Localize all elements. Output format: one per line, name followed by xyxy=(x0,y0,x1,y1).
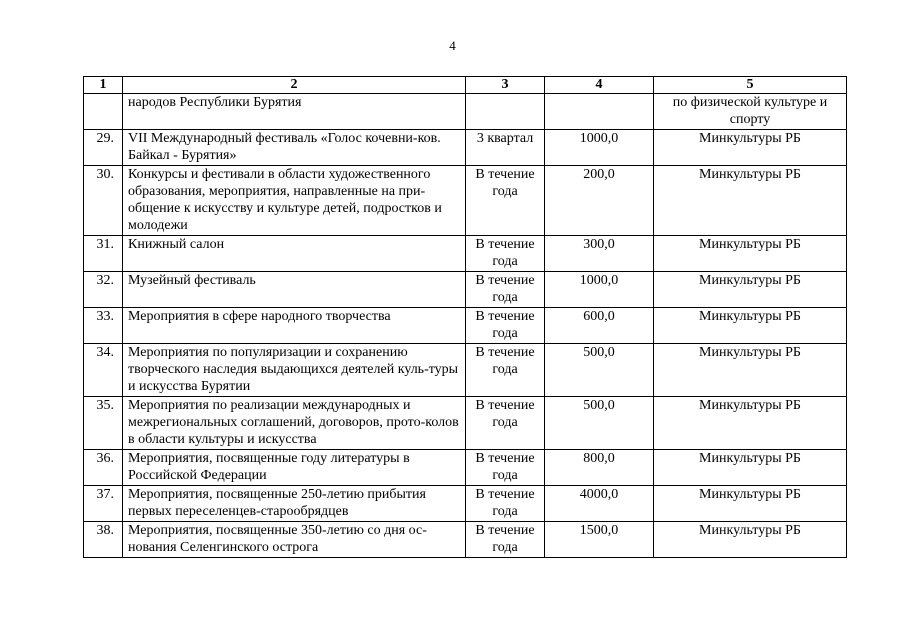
event-name: Мероприятия в сфере народного творчества xyxy=(123,308,466,344)
event-amount: 200,0 xyxy=(545,166,654,236)
event-executor: Минкультуры РБ xyxy=(654,397,847,450)
event-executor: Минкультуры РБ xyxy=(654,344,847,397)
event-name: Мероприятия по реализации международных и межрегиональных соглашений, договоров, прото-колов в области культуры и искусства xyxy=(123,397,466,450)
row-number: 31. xyxy=(84,236,123,272)
row-number: 29. xyxy=(84,130,123,166)
event-term: В течение года xyxy=(466,486,545,522)
row-number: 38. xyxy=(84,522,123,558)
table-row xyxy=(84,344,847,397)
event-term: В течение года xyxy=(466,272,545,308)
event-executor: Минкультуры РБ xyxy=(654,308,847,344)
table-row xyxy=(84,308,847,344)
event-amount: 1000,0 xyxy=(545,272,654,308)
event-executor: Минкультуры РБ xyxy=(654,272,847,308)
event-term: В течение года xyxy=(466,522,545,558)
event-name: Книжный салон xyxy=(123,236,466,272)
event-name: VII Международный фестиваль «Голос кочевни-ков. Байкал - Бурятия» xyxy=(123,130,466,166)
event-executor: Минкультуры РБ xyxy=(654,450,847,486)
header-row xyxy=(84,77,847,94)
event-term: В течение года xyxy=(466,344,545,397)
row-number: 36. xyxy=(84,450,123,486)
event-name: Мероприятия по популяризации и сохранению творческого наследия выдающихся деятелей куль-туры и искусства Бурятии xyxy=(123,344,466,397)
event-executor: по физической культуре и спорту xyxy=(654,94,847,130)
table-row xyxy=(84,450,847,486)
header-cell-5: 5 xyxy=(654,77,847,94)
event-executor: Минкультуры РБ xyxy=(654,166,847,236)
event-amount: 500,0 xyxy=(545,397,654,450)
table-row xyxy=(84,397,847,450)
event-executor: Минкультуры РБ xyxy=(654,236,847,272)
table-row xyxy=(84,272,847,308)
header-cell-2: 2 xyxy=(123,77,466,94)
header-cell-4: 4 xyxy=(545,77,654,94)
row-number: 33. xyxy=(84,308,123,344)
continuation-row xyxy=(84,94,847,130)
table-row xyxy=(84,486,847,522)
event-term: 3 квартал xyxy=(466,130,545,166)
event-amount: 500,0 xyxy=(545,344,654,397)
event-name: Мероприятия, посвященные 350-летию со дня ос-нования Селенгинского острога xyxy=(123,522,466,558)
event-name: народов Республики Бурятия xyxy=(123,94,466,130)
event-name: Мероприятия, посвященные 250-летию прибытия первых переселенцев-старообрядцев xyxy=(123,486,466,522)
event-name: Музейный фестиваль xyxy=(123,272,466,308)
header-cell-3: 3 xyxy=(466,77,545,94)
event-term: В течение года xyxy=(466,450,545,486)
event-amount xyxy=(545,94,654,130)
header-cell-1: 1 xyxy=(84,77,123,94)
event-amount: 300,0 xyxy=(545,236,654,272)
event-term: В течение года xyxy=(466,397,545,450)
event-term: В течение года xyxy=(466,166,545,236)
row-number xyxy=(84,94,123,130)
event-amount: 1500,0 xyxy=(545,522,654,558)
event-executor: Минкультуры РБ xyxy=(654,522,847,558)
row-number: 35. xyxy=(84,397,123,450)
row-number: 30. xyxy=(84,166,123,236)
table-row xyxy=(84,236,847,272)
page-number: 4 xyxy=(449,38,456,53)
event-amount: 4000,0 xyxy=(545,486,654,522)
table-row xyxy=(84,522,847,558)
event-executor: Минкультуры РБ xyxy=(654,130,847,166)
event-term: В течение года xyxy=(466,308,545,344)
row-number: 37. xyxy=(84,486,123,522)
event-amount: 600,0 xyxy=(545,308,654,344)
event-name: Конкурсы и фестивали в области художественного образования, мероприятия, направленные на при-общение к искусству и культуре детей, подростков и молодежи xyxy=(123,166,466,236)
row-number: 34. xyxy=(84,344,123,397)
table-row xyxy=(84,130,847,166)
event-term: В течение года xyxy=(466,236,545,272)
table-row xyxy=(84,166,847,236)
event-term xyxy=(466,94,545,130)
event-executor: Минкультуры РБ xyxy=(654,486,847,522)
row-number: 32. xyxy=(84,272,123,308)
event-amount: 1000,0 xyxy=(545,130,654,166)
event-name: Мероприятия, посвященные году литературы в Российской Федерации xyxy=(123,450,466,486)
events-table xyxy=(83,76,847,558)
event-amount: 800,0 xyxy=(545,450,654,486)
